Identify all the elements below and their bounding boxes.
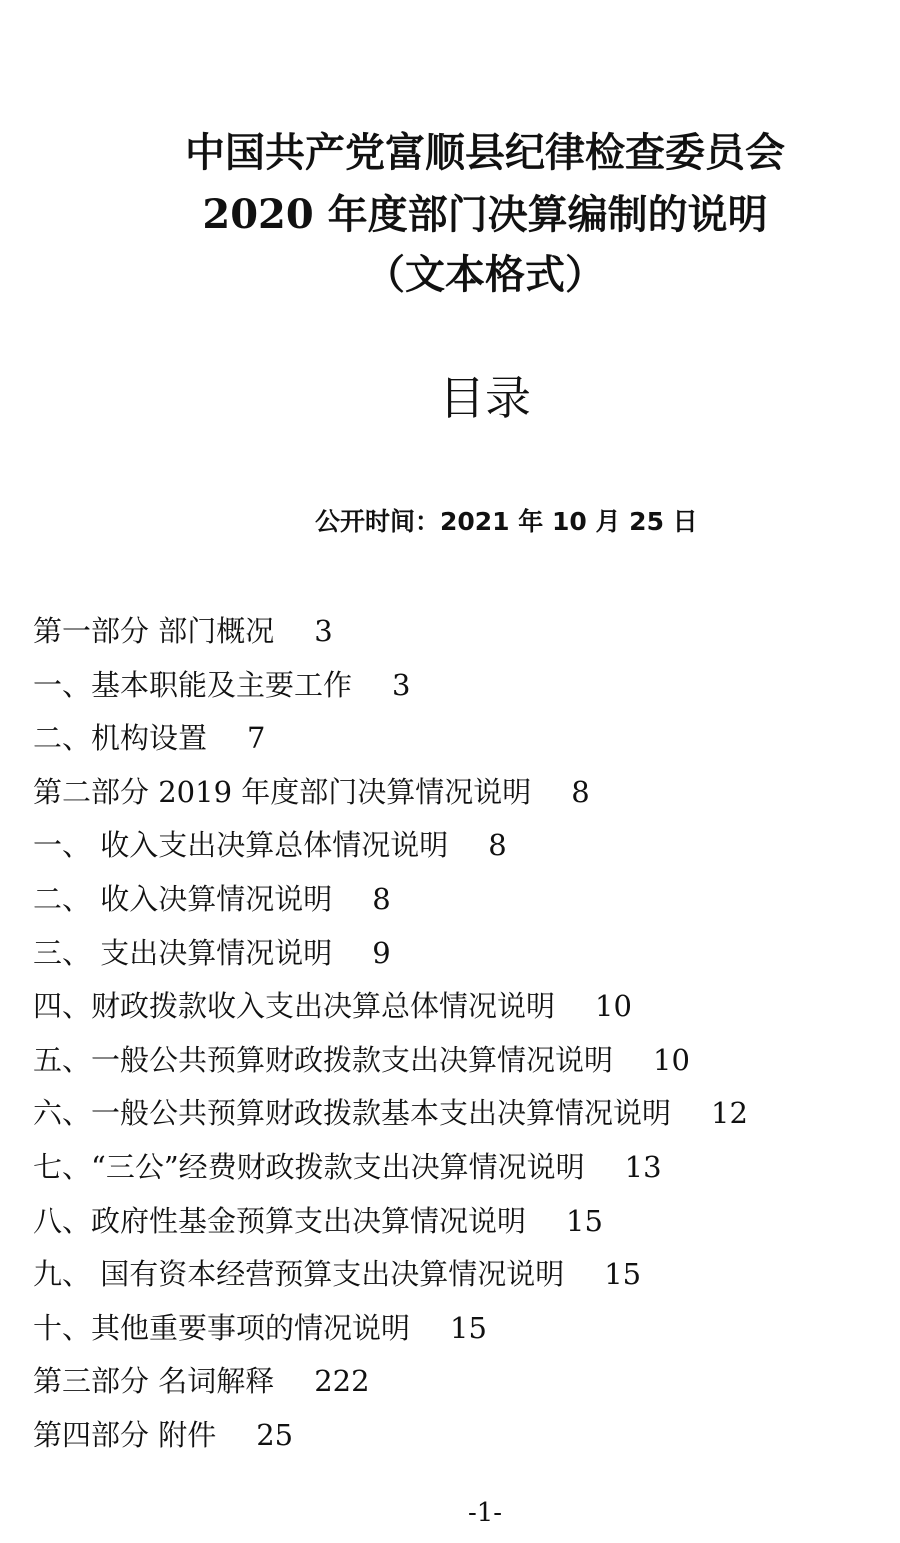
toc-entry-page: 8 [372,881,391,916]
toc-entry-label: 九、 国有资本经营预算支出决算情况说明 [33,1257,565,1292]
toc-entry [33,1087,873,1141]
document-title-line-2: 2020 年度部门决算编制的说明 [202,191,768,238]
toc-entry-label: 第二部分 2019 年度部门决算情况说明 [33,774,532,809]
toc-entry-label: 六、一般公共预算财政拨款基本支出决算情况说明 [33,1096,672,1131]
toc-entry-label: 七、“三公”经费财政拨款支出决算情况说明 [33,1149,585,1184]
toc-entry [33,766,873,820]
toc-entry-label: 一、基本职能及主要工作 [33,667,353,702]
toc-entry-page: 10 [653,1042,690,1077]
toc-entry-label: 第一部分 部门概况 [33,614,275,648]
toc-entry [33,1141,873,1195]
toc-entry-page: 8 [571,774,590,809]
toc-entry-page: 222 [314,1364,370,1399]
toc-entry [33,1355,873,1409]
toc-entry-page: 7 [247,721,266,756]
toc-entry-label: 八、政府性基金预算支出决算情况说明 [33,1203,527,1238]
toc-entry-page: 13 [624,1149,662,1184]
toc-entry-page: 8 [488,828,507,863]
toc-entry-page: 3 [392,667,411,702]
toc-entry-label: 一、 收入支出决算总体情况说明 [33,828,449,863]
toc-entry-page: 12 [711,1096,748,1131]
toc-entry-page: 15 [450,1310,487,1345]
toc-entry-page: 15 [566,1203,603,1238]
toc-entry [33,605,873,659]
toc-entry-label: 二、机构设置 [33,721,208,756]
toc-entry-page: 25 [256,1417,294,1452]
toc-entry [33,1302,873,1356]
table-of-contents [33,605,873,1463]
toc-entry-page: 9 [372,935,391,970]
toc-entry-label: 五、一般公共预算财政拨款支出决算情况说明 [33,1042,614,1077]
page-number: -1- [467,1498,503,1528]
toc-entry-label: 第四部分 附件 [33,1417,217,1452]
toc-entry [33,927,873,981]
toc-entry-label: 二、 收入决算情况说明 [33,881,333,916]
toc-entry-label: 第三部分 名词解释 [33,1364,275,1399]
toc-entry [33,1195,873,1249]
toc-entry [33,980,873,1034]
document-title-line-3: （文本格式） [365,251,605,298]
toc-entry [33,1409,873,1463]
toc-entry [33,873,873,927]
toc-entry-page: 3 [314,614,333,648]
toc-entry-label: 十、其他重要事项的情况说明 [33,1310,411,1345]
toc-entry-page: 15 [604,1257,642,1292]
toc-entry-label: 四、财政拨款收入支出决算总体情况说明 [33,989,556,1024]
toc-entry [33,1248,873,1302]
toc-entry-label: 三、 支出决算情况说明 [33,935,333,970]
toc-entry [33,1034,873,1088]
toc-entry [33,819,873,873]
toc-heading: 目录 [439,371,531,425]
toc-entry [33,712,873,766]
toc-entry-page: 10 [595,989,632,1024]
publish-date: 公开时间：2021 年 10 月 25 日 [315,507,698,536]
toc-entry [33,659,873,713]
document-title-line-1: 中国共产党富顺县纪律检查委员会 [185,129,785,176]
